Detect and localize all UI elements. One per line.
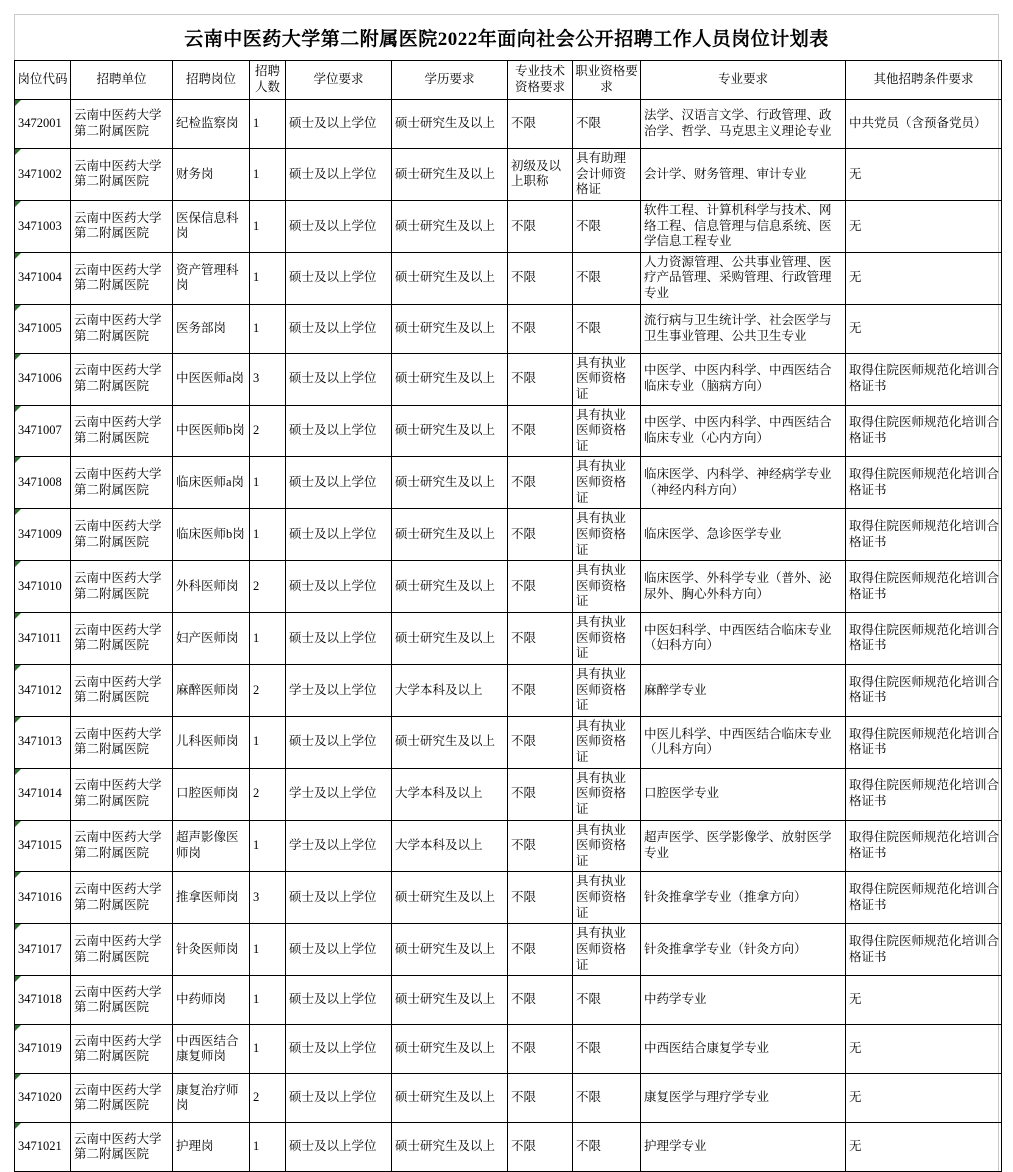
cell-education: 硕士研究生及以上	[392, 353, 508, 405]
table-row	[15, 1123, 1002, 1172]
cell-unit: 云南中医药大学第二附属医院	[71, 1123, 173, 1172]
cell-count: 2	[250, 664, 286, 716]
cell-count: 1	[250, 200, 286, 252]
cell-major: 护理学专业	[641, 1123, 846, 1172]
cell-tech-qual: 不限	[508, 304, 573, 353]
cell-position: 财务岗	[173, 149, 250, 201]
cell-code	[15, 457, 71, 509]
cell-tech-qual: 不限	[508, 1074, 573, 1123]
cell-occ-qual: 具有执业医师资格证	[573, 924, 641, 976]
cell-tech-qual: 不限	[508, 200, 573, 252]
cell-degree: 硕士及以上学位	[286, 1074, 392, 1123]
cell-position: 临床医师b岗	[173, 509, 250, 561]
table-row	[15, 252, 1002, 304]
column-header-position: 招聘岗位	[173, 61, 250, 100]
cell-occ-qual: 具有执业医师资格证	[573, 872, 641, 924]
excel-error-triangle-icon	[15, 976, 21, 982]
cell-code-text: 3471009	[18, 526, 62, 541]
column-header-education: 学历要求	[392, 61, 508, 100]
cell-occ-qual: 具有执业医师资格证	[573, 820, 641, 872]
cell-occ-qual: 不限	[573, 304, 641, 353]
cell-education: 硕士研究生及以上	[392, 1123, 508, 1172]
excel-error-triangle-icon	[15, 100, 21, 106]
cell-code	[15, 924, 71, 976]
cell-code-text: 3471004	[18, 270, 62, 285]
cell-tech-qual: 不限	[508, 457, 573, 509]
cell-major: 临床医学、外科学专业（普外、泌尿外、胸心外科方向）	[641, 561, 846, 613]
cell-degree: 学士及以上学位	[286, 820, 392, 872]
cell-code-text: 3471020	[18, 1090, 62, 1105]
cell-tech-qual: 不限	[508, 509, 573, 561]
cell-count: 2	[250, 1074, 286, 1123]
cell-education: 硕士研究生及以上	[392, 304, 508, 353]
recruitment-plan-table	[14, 60, 1002, 1172]
cell-code	[15, 252, 71, 304]
cell-major: 针灸推拿学专业（针灸方向）	[641, 924, 846, 976]
cell-other: 取得住院医师规范化培训合格证书	[846, 768, 1002, 820]
cell-code	[15, 561, 71, 613]
cell-tech-qual: 不限	[508, 1123, 573, 1172]
cell-degree: 硕士及以上学位	[286, 976, 392, 1025]
cell-code-text: 3471007	[18, 423, 62, 438]
cell-count: 1	[250, 924, 286, 976]
cell-degree: 硕士及以上学位	[286, 304, 392, 353]
cell-unit: 云南中医药大学第二附属医院	[71, 252, 173, 304]
cell-education: 硕士研究生及以上	[392, 509, 508, 561]
cell-count: 2	[250, 405, 286, 457]
cell-count: 1	[250, 716, 286, 768]
cell-tech-qual: 不限	[508, 664, 573, 716]
cell-unit: 云南中医药大学第二附属医院	[71, 768, 173, 820]
cell-degree: 硕士及以上学位	[286, 1123, 392, 1172]
cell-position: 纪检监察岗	[173, 100, 250, 149]
cell-major: 麻醉学专业	[641, 664, 846, 716]
cell-other: 取得住院医师规范化培训合格证书	[846, 509, 1002, 561]
cell-unit: 云南中医药大学第二附属医院	[71, 664, 173, 716]
cell-major: 流行病与卫生统计学、社会医学与卫生事业管理、公共卫生专业	[641, 304, 846, 353]
column-header-code: 岗位代码	[15, 61, 71, 100]
cell-count: 1	[250, 976, 286, 1025]
cell-position: 儿科医师岗	[173, 716, 250, 768]
cell-unit: 云南中医药大学第二附属医院	[71, 924, 173, 976]
cell-occ-qual: 不限	[573, 1074, 641, 1123]
cell-code	[15, 976, 71, 1025]
cell-code	[15, 1074, 71, 1123]
cell-count: 1	[250, 457, 286, 509]
cell-degree: 硕士及以上学位	[286, 561, 392, 613]
cell-occ-qual: 具有执业医师资格证	[573, 509, 641, 561]
cell-major: 超声医学、医学影像学、放射医学专业	[641, 820, 846, 872]
cell-major: 软件工程、计算机科学与技术、网络工程、信息管理与信息系统、医学信息工程专业	[641, 200, 846, 252]
cell-occ-qual: 不限	[573, 100, 641, 149]
cell-code	[15, 768, 71, 820]
cell-position: 医保信息科岗	[173, 200, 250, 252]
header-row	[15, 61, 1002, 100]
cell-occ-qual: 具有执业医师资格证	[573, 664, 641, 716]
cell-code	[15, 1123, 71, 1172]
excel-error-triangle-icon	[15, 769, 21, 775]
cell-education: 硕士研究生及以上	[392, 976, 508, 1025]
cell-code	[15, 149, 71, 201]
cell-degree: 硕士及以上学位	[286, 872, 392, 924]
cell-code-text: 3471012	[18, 682, 62, 697]
cell-other: 中共党员（含预备党员）	[846, 100, 1002, 149]
cell-major: 法学、汉语言文学、行政管理、政治学、哲学、马克思主义理论专业	[641, 100, 846, 149]
table-row	[15, 149, 1002, 201]
cell-tech-qual: 不限	[508, 100, 573, 149]
cell-code-text: 3471005	[18, 320, 62, 335]
excel-error-triangle-icon	[15, 872, 21, 878]
excel-error-triangle-icon	[15, 821, 21, 827]
cell-occ-qual: 不限	[573, 1025, 641, 1074]
cell-unit: 云南中医药大学第二附属医院	[71, 200, 173, 252]
cell-position: 康复治疗师岗	[173, 1074, 250, 1123]
cell-tech-qual: 不限	[508, 976, 573, 1025]
cell-code-text: 3471018	[18, 992, 62, 1007]
cell-position: 中西医结合康复师岗	[173, 1025, 250, 1074]
cell-degree: 学士及以上学位	[286, 664, 392, 716]
cell-education: 大学本科及以上	[392, 664, 508, 716]
cell-other: 取得住院医师规范化培训合格证书	[846, 561, 1002, 613]
cell-count: 1	[250, 1025, 286, 1074]
cell-unit: 云南中医药大学第二附属医院	[71, 976, 173, 1025]
cell-count: 3	[250, 872, 286, 924]
table-row	[15, 509, 1002, 561]
cell-unit: 云南中医药大学第二附属医院	[71, 509, 173, 561]
cell-code	[15, 1025, 71, 1074]
cell-degree: 硕士及以上学位	[286, 200, 392, 252]
cell-position: 针灸医师岗	[173, 924, 250, 976]
cell-education: 硕士研究生及以上	[392, 1025, 508, 1074]
table-row	[15, 405, 1002, 457]
excel-error-triangle-icon	[15, 305, 21, 311]
cell-education: 硕士研究生及以上	[392, 1074, 508, 1123]
cell-tech-qual: 不限	[508, 613, 573, 665]
cell-code-text: 3471002	[18, 166, 62, 181]
cell-education: 硕士研究生及以上	[392, 149, 508, 201]
cell-tech-qual: 不限	[508, 405, 573, 457]
excel-error-triangle-icon	[15, 1074, 21, 1080]
cell-count: 1	[250, 252, 286, 304]
column-header-unit: 招聘单位	[71, 61, 173, 100]
cell-degree: 硕士及以上学位	[286, 457, 392, 509]
excel-error-triangle-icon	[15, 406, 21, 412]
cell-occ-qual: 具有执业医师资格证	[573, 353, 641, 405]
cell-unit: 云南中医药大学第二附属医院	[71, 613, 173, 665]
cell-education: 硕士研究生及以上	[392, 716, 508, 768]
cell-position: 护理岗	[173, 1123, 250, 1172]
cell-code	[15, 664, 71, 716]
cell-position: 外科医师岗	[173, 561, 250, 613]
cell-position: 临床医师a岗	[173, 457, 250, 509]
cell-degree: 硕士及以上学位	[286, 405, 392, 457]
cell-occ-qual: 具有执业医师资格证	[573, 405, 641, 457]
cell-code	[15, 509, 71, 561]
cell-position: 麻醉医师岗	[173, 664, 250, 716]
table-row	[15, 664, 1002, 716]
cell-count: 1	[250, 509, 286, 561]
cell-other: 无	[846, 304, 1002, 353]
cell-count: 1	[250, 100, 286, 149]
excel-error-triangle-icon	[15, 561, 21, 567]
cell-education: 硕士研究生及以上	[392, 100, 508, 149]
cell-major: 针灸推拿学专业（推拿方向）	[641, 872, 846, 924]
cell-tech-qual: 不限	[508, 768, 573, 820]
cell-position: 妇产医师岗	[173, 613, 250, 665]
cell-code-text: 3471021	[18, 1139, 62, 1154]
cell-occ-qual: 具有助理会计师资格证	[573, 149, 641, 201]
cell-education: 硕士研究生及以上	[392, 924, 508, 976]
cell-count: 1	[250, 149, 286, 201]
table-row	[15, 768, 1002, 820]
cell-other: 无	[846, 1025, 1002, 1074]
table-row	[15, 820, 1002, 872]
cell-code-text: 3471019	[18, 1041, 62, 1056]
table-body	[15, 100, 1002, 1172]
cell-degree: 学士及以上学位	[286, 768, 392, 820]
cell-major: 临床医学、内科学、神经病学专业（神经内科方向）	[641, 457, 846, 509]
table-row	[15, 976, 1002, 1025]
cell-education: 硕士研究生及以上	[392, 457, 508, 509]
cell-unit: 云南中医药大学第二附属医院	[71, 872, 173, 924]
table-row	[15, 304, 1002, 353]
excel-error-triangle-icon	[15, 1025, 21, 1031]
cell-code-text: 3472001	[18, 116, 62, 131]
cell-unit: 云南中医药大学第二附属医院	[71, 405, 173, 457]
cell-code	[15, 872, 71, 924]
cell-occ-qual: 具有执业医师资格证	[573, 561, 641, 613]
cell-other: 无	[846, 149, 1002, 201]
cell-unit: 云南中医药大学第二附属医院	[71, 561, 173, 613]
cell-major: 中药学专业	[641, 976, 846, 1025]
cell-other: 取得住院医师规范化培训合格证书	[846, 353, 1002, 405]
cell-tech-qual: 不限	[508, 1025, 573, 1074]
cell-education: 硕士研究生及以上	[392, 872, 508, 924]
cell-code	[15, 613, 71, 665]
cell-position: 中医医师a岗	[173, 353, 250, 405]
cell-code	[15, 353, 71, 405]
cell-tech-qual: 不限	[508, 924, 573, 976]
cell-code	[15, 100, 71, 149]
cell-tech-qual: 不限	[508, 561, 573, 613]
excel-error-triangle-icon	[15, 613, 21, 619]
cell-tech-qual: 不限	[508, 872, 573, 924]
cell-occ-qual: 具有执业医师资格证	[573, 768, 641, 820]
cell-count: 2	[250, 768, 286, 820]
column-header-degree: 学位要求	[286, 61, 392, 100]
cell-position: 中医医师b岗	[173, 405, 250, 457]
excel-error-triangle-icon	[15, 149, 21, 155]
cell-education: 硕士研究生及以上	[392, 200, 508, 252]
cell-tech-qual: 不限	[508, 716, 573, 768]
excel-error-triangle-icon	[15, 1123, 21, 1129]
cell-other: 取得住院医师规范化培训合格证书	[846, 664, 1002, 716]
cell-other: 取得住院医师规范化培训合格证书	[846, 405, 1002, 457]
cell-other: 无	[846, 1123, 1002, 1172]
cell-degree: 硕士及以上学位	[286, 613, 392, 665]
cell-major: 中医儿科学、中西医结合临床专业（儿科方向）	[641, 716, 846, 768]
cell-code-text: 3471015	[18, 838, 62, 853]
cell-code	[15, 405, 71, 457]
cell-major: 中医学、中医内科学、中西医结合临床专业（脑病方向）	[641, 353, 846, 405]
cell-education: 硕士研究生及以上	[392, 252, 508, 304]
cell-position: 超声影像医师岗	[173, 820, 250, 872]
cell-major: 临床医学、急诊医学专业	[641, 509, 846, 561]
cell-unit: 云南中医药大学第二附属医院	[71, 100, 173, 149]
excel-error-triangle-icon	[15, 457, 21, 463]
cell-count: 1	[250, 613, 286, 665]
cell-code-text: 3471008	[18, 475, 62, 489]
column-header-occ-qual: 职业资格要求	[573, 61, 641, 100]
cell-unit: 云南中医药大学第二附属医院	[71, 716, 173, 768]
cell-occ-qual: 不限	[573, 1123, 641, 1172]
cell-code-text: 3471016	[18, 890, 62, 904]
cell-position: 资产管理科岗	[173, 252, 250, 304]
cell-unit: 云南中医药大学第二附属医院	[71, 820, 173, 872]
table-row	[15, 353, 1002, 405]
page-title: 云南中医药大学第二附属医院2022年面向社会公开招聘工作人员岗位计划表	[184, 29, 829, 50]
column-header-major: 专业要求	[641, 61, 846, 100]
cell-code-text: 3471006	[18, 371, 62, 386]
cell-degree: 硕士及以上学位	[286, 924, 392, 976]
cell-code-text: 3471017	[18, 941, 62, 956]
cell-code	[15, 304, 71, 353]
cell-degree: 硕士及以上学位	[286, 716, 392, 768]
table-row	[15, 1074, 1002, 1123]
cell-other: 无	[846, 200, 1002, 252]
cell-tech-qual: 不限	[508, 820, 573, 872]
cell-position: 口腔医师岗	[173, 768, 250, 820]
cell-degree: 硕士及以上学位	[286, 353, 392, 405]
cell-other: 取得住院医师规范化培训合格证书	[846, 820, 1002, 872]
excel-error-triangle-icon	[15, 354, 21, 360]
table-row	[15, 716, 1002, 768]
cell-occ-qual: 不限	[573, 252, 641, 304]
cell-code-text: 3471013	[18, 734, 62, 749]
cell-degree: 硕士及以上学位	[286, 1025, 392, 1074]
cell-other: 取得住院医师规范化培训合格证书	[846, 924, 1002, 976]
cell-major: 会计学、财务管理、审计专业	[641, 149, 846, 201]
cell-degree: 硕士及以上学位	[286, 509, 392, 561]
cell-code-text: 3471011	[18, 630, 62, 645]
cell-education: 大学本科及以上	[392, 820, 508, 872]
cell-code-text: 3471014	[18, 786, 62, 801]
column-header-other: 其他招聘条件要求	[846, 61, 1002, 100]
cell-unit: 云南中医药大学第二附属医院	[71, 304, 173, 353]
cell-tech-qual: 不限	[508, 353, 573, 405]
table-row	[15, 561, 1002, 613]
table-row	[15, 924, 1002, 976]
cell-position: 推拿医师岗	[173, 872, 250, 924]
cell-tech-qual: 初级及以上职称	[508, 149, 573, 201]
cell-degree: 硕士及以上学位	[286, 149, 392, 201]
cell-major: 人力资源管理、公共事业管理、医疗产品管理、采购管理、行政管理专业	[641, 252, 846, 304]
table-row	[15, 100, 1002, 149]
cell-position: 中药师岗	[173, 976, 250, 1025]
cell-other: 无	[846, 1074, 1002, 1123]
cell-count: 2	[250, 561, 286, 613]
document-page	[14, 14, 999, 1172]
cell-major: 中西医结合康复学专业	[641, 1025, 846, 1074]
cell-major: 口腔医学专业	[641, 768, 846, 820]
cell-unit: 云南中医药大学第二附属医院	[71, 1025, 173, 1074]
cell-code	[15, 200, 71, 252]
cell-major: 康复医学与理疗学专业	[641, 1074, 846, 1123]
cell-other: 取得住院医师规范化培训合格证书	[846, 457, 1002, 509]
cell-occ-qual: 具有执业医师资格证	[573, 716, 641, 768]
table-row	[15, 200, 1002, 252]
cell-unit: 云南中医药大学第二附属医院	[71, 1074, 173, 1123]
table-row	[15, 613, 1002, 665]
cell-code	[15, 820, 71, 872]
column-header-count: 招聘人数	[250, 61, 286, 100]
excel-error-triangle-icon	[15, 924, 21, 930]
excel-error-triangle-icon	[15, 717, 21, 723]
table-row	[15, 872, 1002, 924]
cell-count: 3	[250, 353, 286, 405]
cell-education: 大学本科及以上	[392, 768, 508, 820]
cell-major: 中医妇科学、中西医结合临床专业（妇科方向）	[641, 613, 846, 665]
cell-other: 取得住院医师规范化培训合格证书	[846, 716, 1002, 768]
cell-degree: 硕士及以上学位	[286, 252, 392, 304]
cell-count: 1	[250, 820, 286, 872]
cell-code	[15, 716, 71, 768]
cell-unit: 云南中医药大学第二附属医院	[71, 457, 173, 509]
cell-other: 取得住院医师规范化培训合格证书	[846, 613, 1002, 665]
cell-degree: 硕士及以上学位	[286, 100, 392, 149]
cell-occ-qual: 不限	[573, 200, 641, 252]
cell-code-text: 3471003	[18, 218, 62, 233]
cell-tech-qual: 不限	[508, 252, 573, 304]
cell-occ-qual: 具有执业医师资格证	[573, 457, 641, 509]
excel-error-triangle-icon	[15, 509, 21, 515]
cell-education: 硕士研究生及以上	[392, 561, 508, 613]
column-header-tech-qual: 专业技术资格要求	[508, 61, 573, 100]
cell-other: 无	[846, 252, 1002, 304]
cell-position: 医务部岗	[173, 304, 250, 353]
excel-error-triangle-icon	[15, 201, 21, 207]
cell-code-text: 3471010	[18, 578, 62, 593]
cell-education: 硕士研究生及以上	[392, 613, 508, 665]
cell-education: 硕士研究生及以上	[392, 405, 508, 457]
cell-unit: 云南中医药大学第二附属医院	[71, 149, 173, 201]
cell-count: 1	[250, 1123, 286, 1172]
cell-other: 取得住院医师规范化培训合格证书	[846, 872, 1002, 924]
excel-error-triangle-icon	[15, 665, 21, 671]
cell-major: 中医学、中医内科学、中西医结合临床专业（心内方向）	[641, 405, 846, 457]
cell-unit: 云南中医药大学第二附属医院	[71, 353, 173, 405]
table-row	[15, 1025, 1002, 1074]
table-row	[15, 457, 1002, 509]
cell-occ-qual: 不限	[573, 976, 641, 1025]
cell-count: 1	[250, 304, 286, 353]
excel-error-triangle-icon	[15, 253, 21, 259]
cell-other: 无	[846, 976, 1002, 1025]
cell-occ-qual: 具有执业医师资格证	[573, 613, 641, 665]
